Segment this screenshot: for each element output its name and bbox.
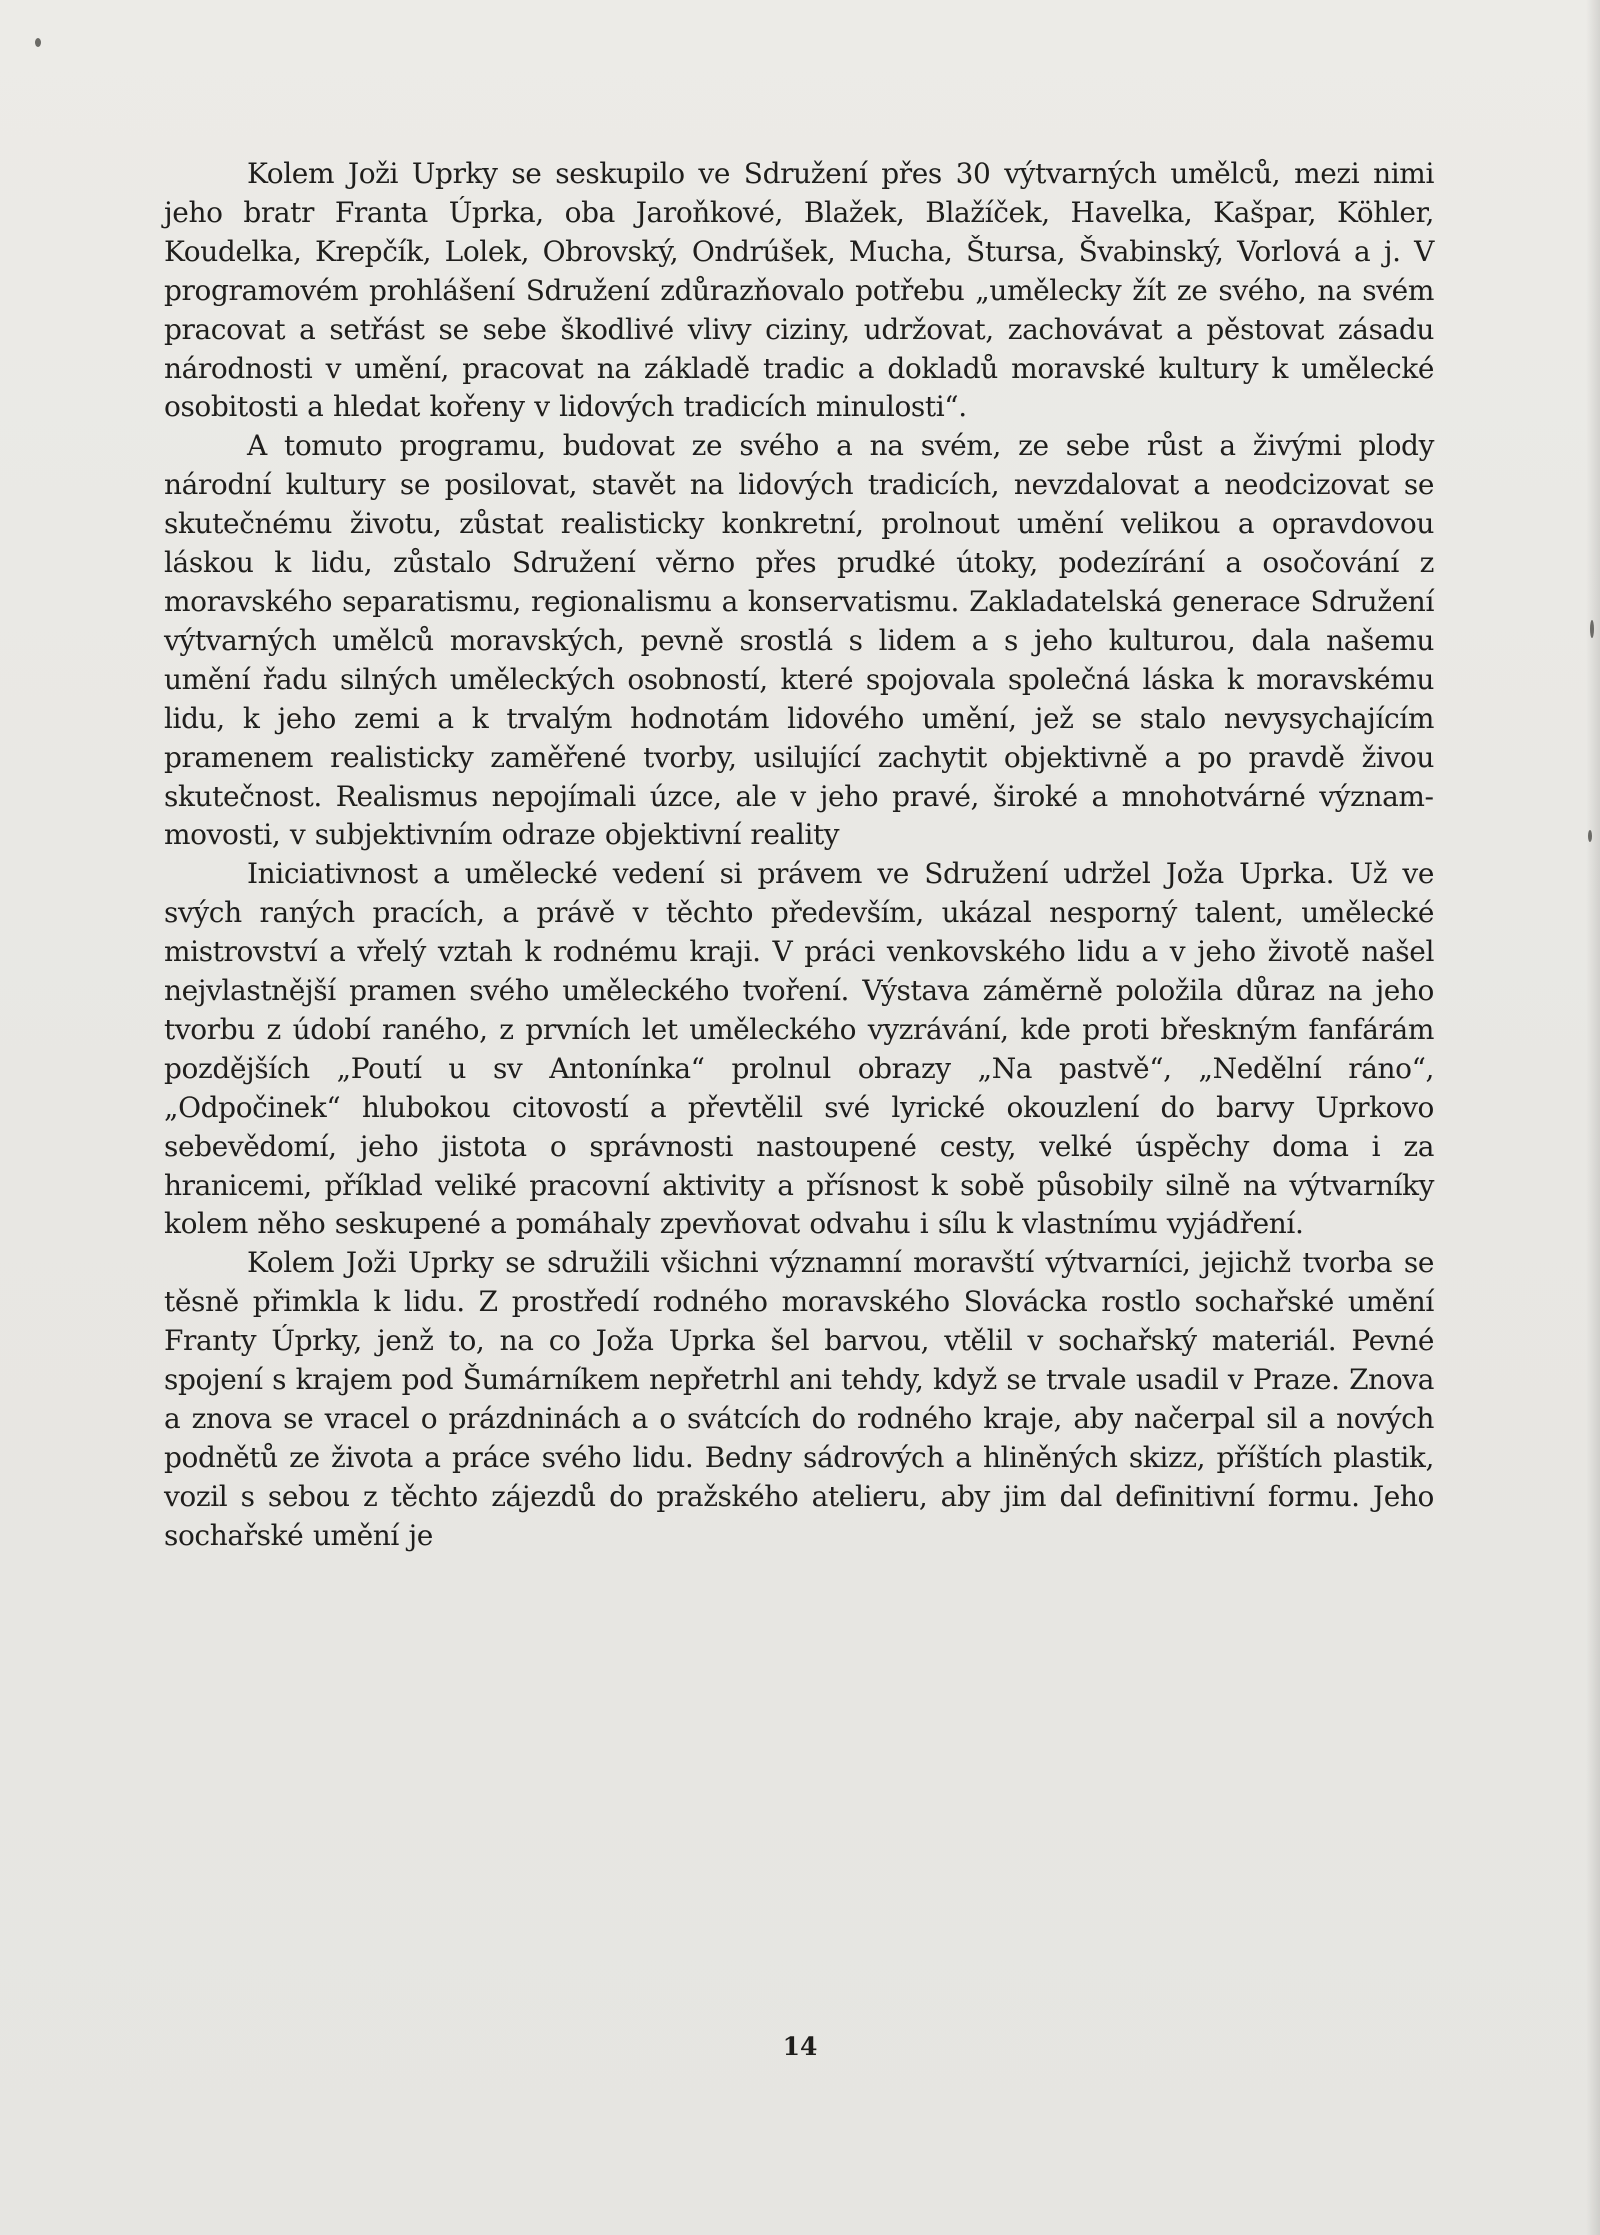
body-text [164, 155, 1434, 1556]
page-edge-shadow [1586, 0, 1600, 2235]
ink-speck [35, 38, 41, 47]
ink-speck [1588, 830, 1592, 842]
paragraph-2: A tomuto programu, budovat ze svého a na svém, ze sebe růst a živými plody národní kultury se posilovat, stavět na lidových tradicích, nevzdalovat a neodcizovat se skutečnému životu, zůstat realisticky konkretní, prolnout umění velikou a opravdovou láskou k lidu, zůstalo Sdružení věrno přes prudké útoky, podezírání a osočování z moravského separatismu, regionalismu a konservatismu. Zakladatelská generace Sdružení výtvarných umělců moravských, pevně srostlá s lidem a s jeho kulturou, dala našemu umění řadu silných uměleckých osobností, které spojovala společná láska k moravskému lidu, k jeho zemi a k trvalým hodnotám lidového umění, jež se stalo nevysychajícím pramenem realisticky zaměřené tvorby, usilující zachytit objektivně a po pravdě živou skutečnost. Realismus nepojímali úzce, ale v jeho pravé, široké a mnohotvárné význammovosti, v subjektivním odraze objektivní reality [164, 429, 1434, 852]
ink-speck [1590, 620, 1594, 638]
paragraph-4: Kolem Joži Uprky se sdružili všichni významní moravští výtvarníci, jejichž tvorba se těsně přimkla k lidu. Z prostředí rodného moravského Slovácka rostlo sochařské umění Franty Úprky, jenž to, na co Joža Uprka šel barvou, vtělil v sochařský materiál. Pevné spojení s krajem pod Šumárníkem nepřetrhl ani tehdy, když se trvale usadil v Praze. Znova a znova se vracel o prázdninách a o svátcích do rodného kraje, aby načerpal sil a nových podnětů ze života a práce svého lidu. Bedny sádrových a hliněných skizz, příštích plastik, vozil s sebou z těchto zájezdů do pražského atelieru, aby jim dal definitivní formu. Jeho sochařské umění je [164, 1246, 1434, 1552]
paragraph-1: Kolem Joži Uprky se seskupilo ve Sdružení přes 30 výtvarných umělců, mezi nimi jeho bratr Franta Úprka, oba Jaroňkové, Blažek, Blažíček, Havelka, Kašpar, Köhler, Koudelka, Krepčík, Lolek, Obrovský, Ondrúšek, Mucha, Štursa, Švabinský, Vorlová a j. V programovém prohlášení Sdružení zdůrazňovalo potřebu „umělecky žít ze svého, na svém pracovat a setřást se sebe škodlivé vlivy ciziny, udržovat, zachovávat a pěstovat zásadu národnosti v umění, pracovat na základě tradic a dokladů moravské kultury k umělecké osobitosti a hledat kořeny v lidových tradicích minulosti“. [164, 157, 1434, 424]
page-number: 14 [782, 2032, 818, 2061]
paragraph-3: Iniciativnost a umělecké vedení si právem ve Sdružení udržel Joža Uprka. Už ve svých raných pracích, a právě v těchto především, ukázal nesporný talent, umělecké mistrovství a vřelý vztah k rodnému kraji. V práci venkovského lidu a v jeho životě našel nejvlastnější pramen svého uměleckého tvoření. Výstava záměrně položila důraz na jeho tvorbu z údobí raného, z prvních let uměleckého vyzrávání, kde proti břeskným fanfárám pozdějších „Poutí u sv Antonínka“ prolnul obrazy „Na pastvě“, „Nedělní ráno“, „Odpočinek“ hlubokou citovostí a převtělil své lyrické okouzlení do barvy Uprkovo sebevědomí, jeho jistota o správnosti nastoupené cesty, velké úspěchy doma i za hranicemi, příklad veliké pracovní aktivity a přísnost k sobě působily silně na výtvarníky kolem něho seskupené a pomáhaly zpevňovat odvahu i sílu k vlastnímu vyjádření. [164, 857, 1434, 1241]
